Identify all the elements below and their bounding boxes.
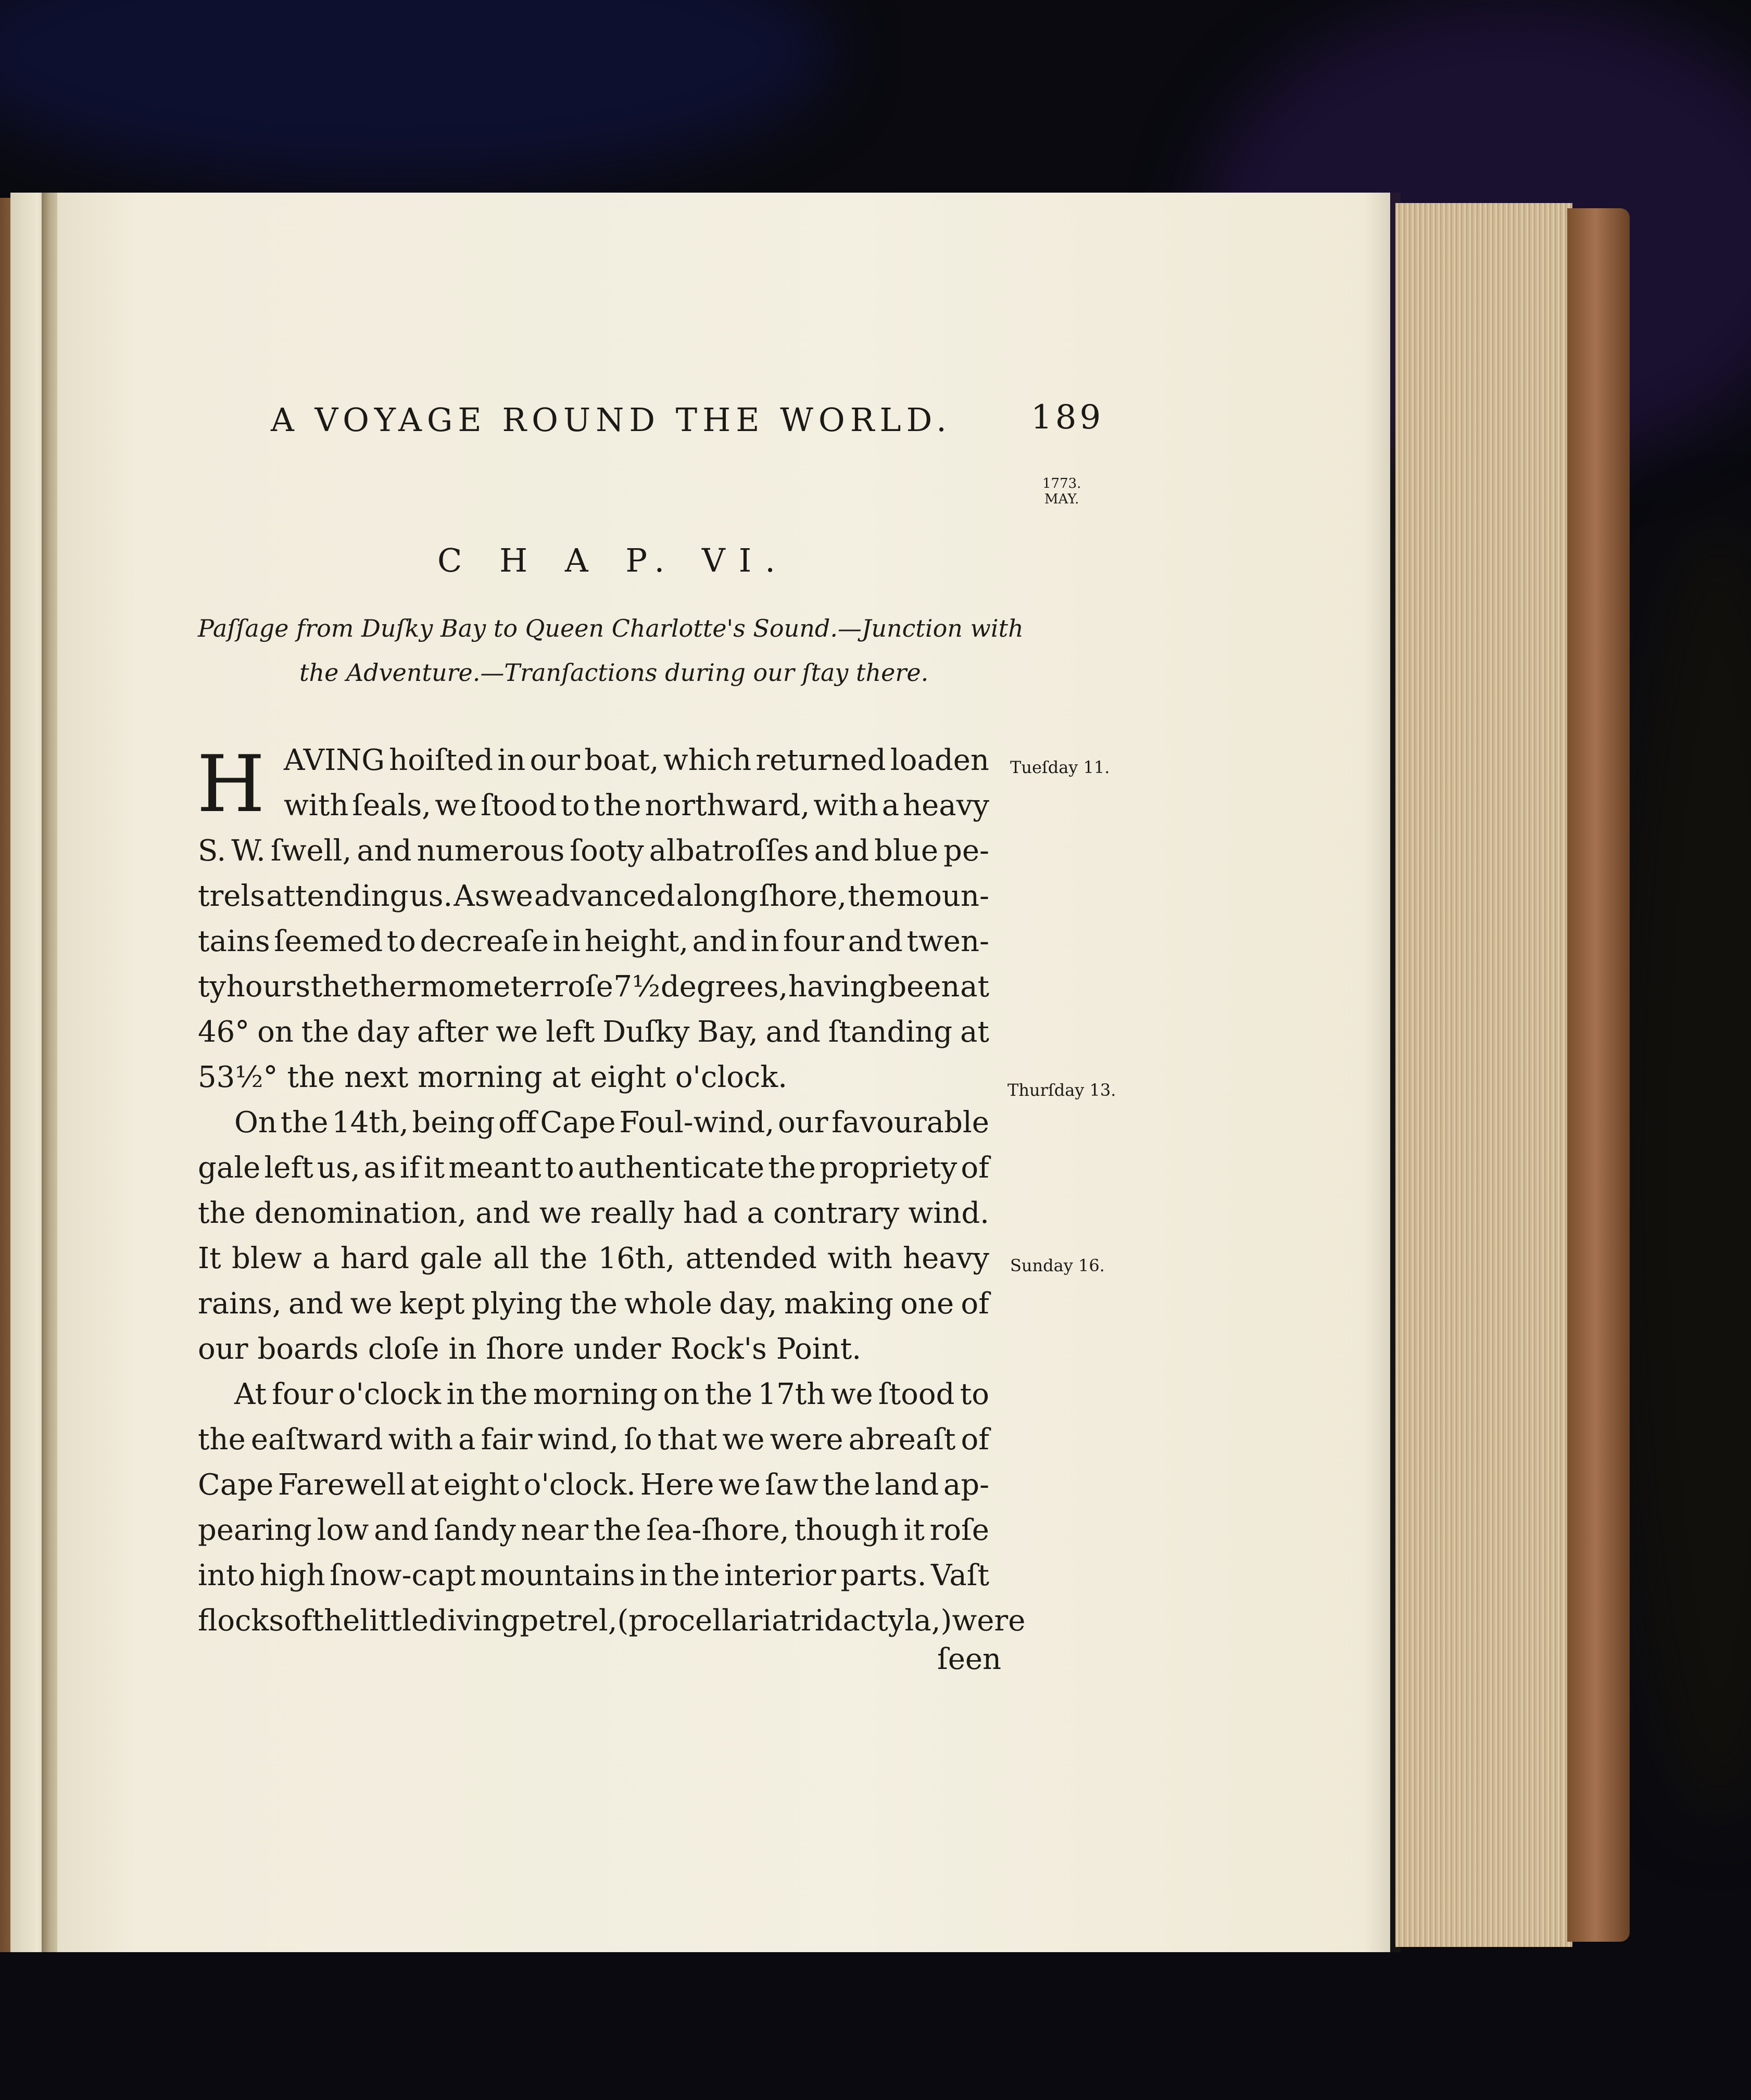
body-word: and (288, 1287, 344, 1321)
body-word: gale (198, 1151, 261, 1185)
body-word: ſeals, (352, 789, 432, 823)
body-word: Rock's (670, 1332, 767, 1366)
body-word: ſooty (570, 834, 644, 868)
body-word: one (900, 1287, 954, 1321)
body-word: eaſtward (250, 1423, 383, 1457)
body-word: petrel, (520, 1604, 618, 1638)
body-word: having (788, 970, 888, 1004)
body-word: we (830, 1377, 873, 1411)
body-word: 46° (198, 1015, 250, 1049)
body-word: the (570, 1287, 618, 1321)
body-word: and (814, 834, 869, 868)
margin-note-date: Thurſday 13. (1007, 1080, 1116, 1100)
body-word: the (312, 1604, 360, 1638)
body-word: the (768, 1151, 816, 1185)
body-word: blew (231, 1242, 302, 1275)
body-word: the (480, 1377, 528, 1411)
body-word: wind. (908, 1196, 989, 1230)
body-word: we (350, 1287, 393, 1321)
body-word: flocks (198, 1604, 284, 1638)
body-word: ſeemed (274, 925, 383, 958)
body-line (198, 834, 989, 868)
body-word: authenticate (578, 1151, 765, 1185)
running-head-title: A VOYAGE ROUND THE WORLD. (271, 401, 952, 439)
body-line (198, 1559, 989, 1592)
background-shadow (1614, 521, 1751, 1822)
body-word: plying (471, 1287, 563, 1321)
margin-note-date: Sunday 16. (1010, 1256, 1105, 1275)
body-word: our (530, 743, 581, 777)
body-word: Cape (198, 1468, 274, 1502)
body-line (284, 789, 989, 823)
body-word: Foul-wind, (619, 1106, 775, 1140)
body-word: with (388, 1423, 454, 1457)
body-word: little (360, 1604, 429, 1638)
body-word: with (813, 789, 878, 823)
body-word: (procellaria (617, 1604, 789, 1638)
body-word: moun- (897, 879, 989, 913)
body-word: ty (198, 970, 226, 1004)
body-word: interior (724, 1559, 836, 1592)
body-word: we (435, 789, 477, 823)
body-line (198, 1332, 989, 1366)
body-word: ſandy (434, 1513, 516, 1547)
body-word: the (704, 1377, 753, 1411)
body-word: twen- (906, 925, 989, 958)
body-word: hard (340, 1242, 409, 1275)
body-word: in (497, 743, 526, 777)
body-word: making (784, 1287, 893, 1321)
body-word: left (546, 1015, 595, 1049)
body-word: 16th, (598, 1242, 675, 1275)
body-line (198, 1468, 989, 1502)
catchword: ſeen (937, 1642, 1002, 1676)
body-word: had (683, 1196, 738, 1230)
body-word: which (663, 743, 752, 777)
body-word: albatroſſes (649, 834, 809, 868)
body-word: o'clock. (675, 1060, 788, 1094)
body-word: W. (231, 834, 266, 868)
body-word: left (264, 1151, 313, 1185)
body-word: of (961, 1151, 989, 1185)
body-word: and (692, 925, 747, 958)
body-word: at (960, 970, 989, 1004)
body-word: boards (257, 1332, 359, 1366)
body-word: the (848, 879, 896, 913)
body-word: being (412, 1106, 495, 1140)
body-word: hours (226, 970, 311, 1004)
body-word: heavy (903, 789, 989, 823)
margin-month-value: MAY. (1044, 491, 1079, 507)
body-word: height, (584, 925, 689, 958)
body-word: parts. (840, 1559, 927, 1592)
body-word: On (234, 1106, 277, 1140)
body-word: ſnow-capt (330, 1559, 476, 1592)
body-word: after (417, 1015, 488, 1049)
body-word: us. (409, 879, 453, 913)
body-line (198, 1287, 989, 1321)
body-word: our (778, 1106, 828, 1140)
body-word: our (198, 1332, 248, 1366)
body-word: next (344, 1060, 409, 1094)
margin-year (1042, 476, 1081, 508)
body-word: As (454, 879, 490, 913)
chapter-summary-line: the Adventure.—Tranſactions during our ſtay there. (299, 659, 929, 687)
body-word: at (960, 1015, 989, 1049)
body-word: fair (481, 1423, 533, 1457)
body-word: us, (317, 1151, 360, 1185)
body-word: were (952, 1604, 1026, 1638)
body-word: tridactyla,) (789, 1604, 952, 1638)
body-word: pearing (198, 1513, 312, 1547)
margin-note-date: Tueſday 11. (1010, 757, 1110, 777)
body-word: off (498, 1106, 537, 1140)
body-word: Point. (776, 1332, 862, 1366)
body-word: four (783, 925, 845, 958)
body-word: morning (533, 1377, 658, 1411)
body-line (284, 743, 989, 777)
body-word: the (198, 1196, 246, 1230)
body-word: abreaſt (848, 1423, 956, 1457)
body-word: to (386, 925, 416, 958)
body-word: Farewell (278, 1468, 406, 1502)
body-word: gale (420, 1242, 483, 1275)
body-line (234, 1377, 989, 1411)
body-word: Here (640, 1468, 714, 1502)
body-word: cloſe (368, 1332, 439, 1366)
body-word: eight (443, 1468, 520, 1502)
body-word: AVING (284, 743, 385, 777)
body-word: the (822, 1468, 871, 1502)
body-word: we (539, 1196, 582, 1230)
body-word: a (747, 1196, 764, 1230)
body-word: were (770, 1423, 843, 1457)
body-word: ſaw (765, 1468, 818, 1502)
body-word: we (496, 1015, 538, 1049)
body-word: along (676, 879, 758, 913)
body-line (198, 970, 989, 1004)
body-word: day (357, 1015, 410, 1049)
body-word: of (961, 1423, 989, 1457)
body-word: mountains (480, 1559, 635, 1592)
body-line (198, 1151, 989, 1185)
body-line (234, 1106, 989, 1140)
body-word: roſe (553, 970, 613, 1004)
body-word: in (448, 1332, 477, 1366)
body-word: boat, (584, 743, 659, 777)
body-word: of (961, 1287, 989, 1321)
body-word: advanced (534, 879, 675, 913)
body-word: a (881, 789, 900, 823)
body-word: the (301, 1015, 349, 1049)
body-word: decreaſe (420, 925, 549, 958)
body-word: ſhore, (759, 879, 847, 913)
body-word: It (198, 1242, 221, 1275)
body-word: all (493, 1242, 530, 1275)
body-word: the (672, 1559, 720, 1592)
body-word: and (475, 1196, 531, 1230)
body-word: in (446, 1377, 475, 1411)
body-word: attended (685, 1242, 817, 1275)
body-word: been (888, 970, 960, 1004)
body-word: propriety (820, 1151, 958, 1185)
body-line (198, 1423, 989, 1457)
body-word: favourable (832, 1106, 989, 1140)
body-word: with (827, 1242, 892, 1275)
body-word: and (848, 925, 903, 958)
body-word: into (198, 1559, 256, 1592)
body-word: we (722, 1423, 765, 1457)
body-word: the (310, 970, 359, 1004)
body-word: 14th, (332, 1106, 409, 1140)
body-word: blue (874, 834, 938, 868)
body-line (198, 879, 989, 913)
body-word: Vaſt (931, 1559, 989, 1592)
body-word: contrary (773, 1196, 900, 1230)
body-word: and (374, 1513, 429, 1547)
body-word: pe- (943, 834, 989, 868)
body-word: the (593, 1513, 641, 1547)
body-word: 53½° (198, 1060, 278, 1094)
body-word: Cape (540, 1106, 616, 1140)
body-word: roſe (929, 1513, 989, 1547)
body-word: we (718, 1468, 761, 1502)
body-word: o'clock (338, 1377, 442, 1411)
body-word: to (960, 1377, 989, 1411)
right-cover (1567, 208, 1630, 1942)
body-word: it (903, 1513, 925, 1547)
body-word: that (657, 1423, 717, 1457)
body-word: Duſky (602, 1015, 690, 1049)
body-word: day, (719, 1287, 777, 1321)
background-shadow (0, 0, 833, 182)
fore-edge (1395, 203, 1572, 1947)
body-word: diving (429, 1604, 520, 1638)
body-word: under (573, 1332, 661, 1366)
body-line (198, 1242, 989, 1275)
body-word: near (521, 1513, 588, 1547)
body-word: it (423, 1151, 445, 1185)
body-word: really (590, 1196, 674, 1230)
body-word: at (551, 1060, 581, 1094)
body-word: degrees, (660, 970, 788, 1004)
body-word: with (284, 789, 349, 823)
body-word: four (272, 1377, 333, 1411)
body-word: as (363, 1151, 396, 1185)
body-word: thermometer (358, 970, 553, 1004)
body-word: wind, (537, 1423, 619, 1457)
chapter-summary-line: Paſſage from Duſky Bay to Queen Charlotte's Sound.—Junction with (198, 614, 1024, 642)
body-word: if (399, 1151, 420, 1185)
body-word: Bay, (697, 1015, 758, 1049)
body-word: ſo (624, 1423, 652, 1457)
body-word: meant (448, 1151, 541, 1185)
body-word: 7½ (613, 970, 661, 1004)
body-word: in (751, 925, 779, 958)
body-word: ſtanding (828, 1015, 953, 1049)
body-line (198, 1015, 989, 1049)
body-word: trels (198, 879, 266, 913)
body-word: land (875, 1468, 939, 1502)
body-word: the (287, 1060, 335, 1094)
body-word: the (280, 1106, 329, 1140)
body-word: northward, (645, 789, 810, 823)
body-word: the (593, 789, 641, 823)
body-line (198, 1513, 989, 1547)
body-line (198, 1060, 989, 1094)
body-word: At (234, 1377, 267, 1411)
body-word: eight (590, 1060, 666, 1094)
body-word: in (639, 1559, 668, 1592)
body-word: on (257, 1015, 294, 1049)
body-word: ſtood (481, 789, 557, 823)
body-word: loaden (890, 743, 989, 777)
page-number: 189 (1031, 398, 1104, 437)
body-word: though (794, 1513, 899, 1547)
body-line (198, 925, 989, 958)
drop-cap: H (197, 739, 265, 830)
body-word: the (198, 1423, 246, 1457)
body-word: attending (266, 879, 409, 913)
body-word: rains, (198, 1287, 282, 1321)
body-word: denomination, (254, 1196, 467, 1230)
body-word: to (545, 1151, 574, 1185)
body-word: tains (198, 925, 270, 958)
body-word: ſea-ſhore, (646, 1513, 789, 1547)
body-line (198, 1604, 1026, 1638)
body-word: a (458, 1423, 476, 1457)
body-word: at (410, 1468, 439, 1502)
body-word: ap- (943, 1468, 989, 1502)
body-word: ſtood (878, 1377, 955, 1411)
body-word: a (312, 1242, 330, 1275)
body-word: whole (624, 1287, 712, 1321)
body-word: on (663, 1377, 700, 1411)
body-word: heavy (903, 1242, 989, 1275)
body-word: and (357, 834, 412, 868)
margin-year-value: 1773. (1042, 476, 1081, 491)
body-word: of (284, 1604, 312, 1638)
body-word: o'clock. (523, 1468, 636, 1502)
body-word: the (539, 1242, 588, 1275)
body-line (198, 1196, 989, 1230)
body-word: ſhore (486, 1332, 564, 1366)
body-word: and (765, 1015, 821, 1049)
body-word: ſwell, (270, 834, 352, 868)
body-word: 17th (758, 1377, 826, 1411)
body-word: returned (755, 743, 886, 777)
body-word: low (317, 1513, 369, 1547)
body-word: morning (418, 1060, 543, 1094)
body-word: kept (399, 1287, 465, 1321)
body-word: in (552, 925, 581, 958)
body-word: we (490, 879, 533, 913)
body-word: hoiſted (389, 743, 494, 777)
chapter-heading: C H A P. VI. (437, 541, 789, 579)
body-word: high (259, 1559, 325, 1592)
body-word: numerous (417, 834, 565, 868)
body-word: to (560, 789, 590, 823)
body-word: S. (198, 834, 226, 868)
